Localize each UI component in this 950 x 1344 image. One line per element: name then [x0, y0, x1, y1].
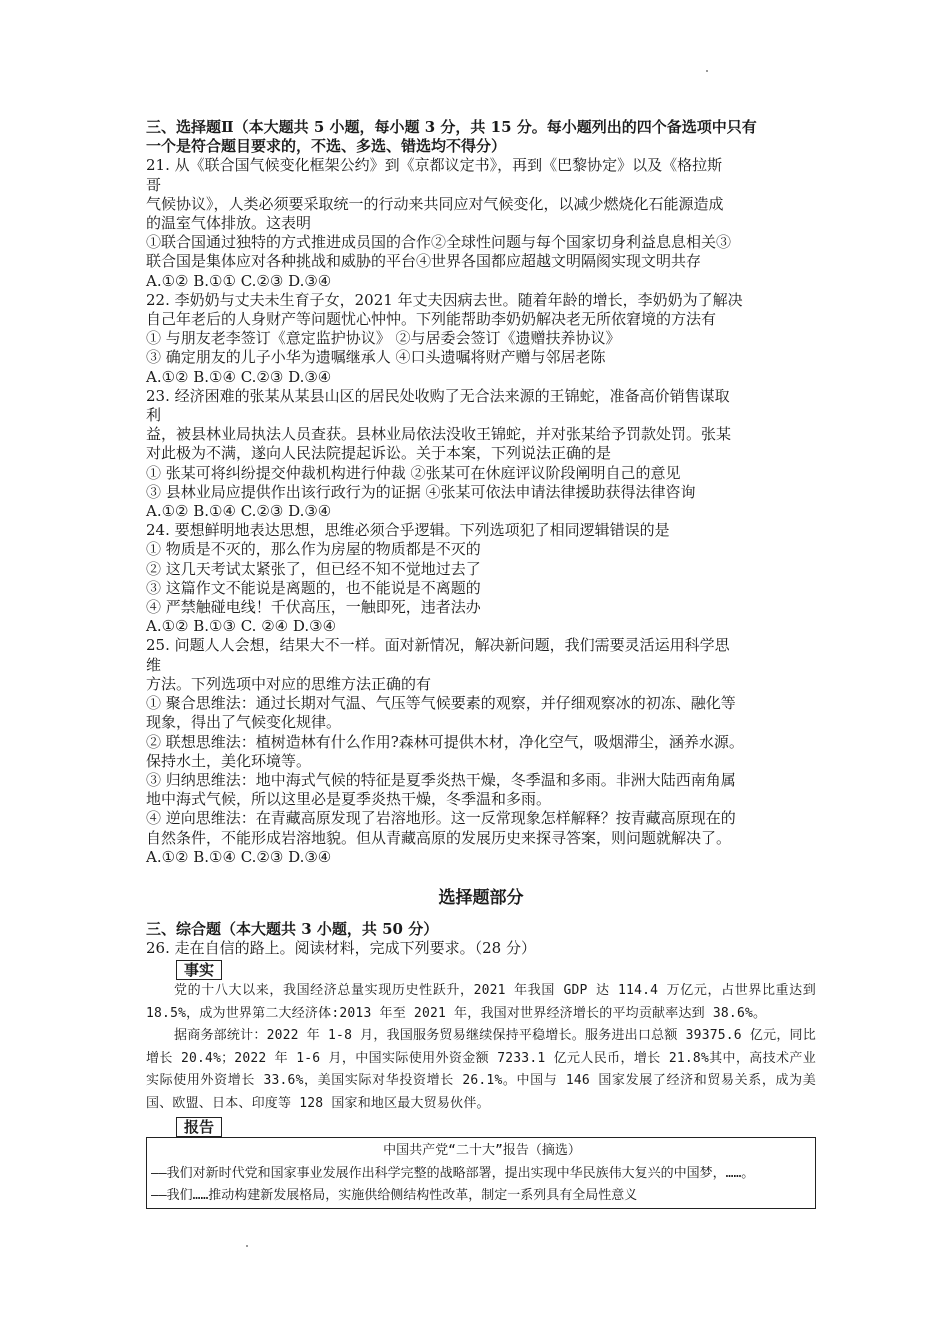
answer-choices: A.①② B.①④ C.②③ D.③④ [146, 502, 332, 521]
option-line: 保持水土，美化环境等。 [146, 751, 312, 770]
question-line: 气候协议》，人类必须要采取统一的行动来共同应对气候变化，以减少燃烧化石能源造成 [146, 194, 724, 213]
question-line: 自己年老后的人身财产等问题忧心忡忡。下列能帮助李奶奶解决老无所依窘境的方法有 [146, 310, 717, 329]
option-line: ③ 确定朋友的儿子小华为遗嘱继承人 ④口头遗嘱将财产赠与邻居老陈 [146, 348, 606, 367]
report-line: ——我们……推动构建新发展格局，实施供给侧结构性改革，制定一系列具有全局性意义 [151, 1188, 638, 1204]
report-title: 中国共产党“二十大”报告（摘选） [383, 1143, 581, 1159]
part-title: 选择题部分 [438, 887, 524, 908]
question-line: 对此极为不满，遂向人民法院提起诉讼。关于本案，下列说法正确的是 [146, 444, 612, 463]
option-line: ①联合国通过独特的方式推进成员国的合作②全球性问题与每个国家切身利益息息相关③ [146, 233, 732, 252]
section-header-line: 三、选择题Ⅱ（本大题共 5 小题，每小题 3 分，共 15 分。每小题列出的四个备选项中只有 [146, 118, 757, 136]
option-line: 现象，得出了气候变化规律。 [146, 713, 342, 732]
option-line: ③ 这篇作文不能说是离题的，也不能说是不离题的 [146, 578, 481, 597]
option-line: 联合国是集体应对各种挑战和威胁的平台④世界各国都应超越文明隔阂实现文明共存 [146, 252, 702, 271]
question-line: 方法。下列选项中对应的思维方法正确的有 [146, 674, 432, 693]
question-26-intro: 26. 走在自信的路上。阅读材料，完成下列要求。（28 分） [146, 939, 536, 958]
option-line: ① 张某可将纠纷提交仲裁机构进行仲裁 ②张某可在休庭评议阶段阐明自己的意见 [146, 463, 681, 482]
fact-paragraph: 据商务部统计：2022 年 1-8 月，我国服务贸易继续保持平稳增长。服务进出口总额 39375.6 亿元，同比增长 20.4%；2022 年 1-6 月，中国实际使用外资金额 7233.1 亿元人民币，增长 21.8%其中，高技术产业实际使用外资增长 33.6%，美国实际对华投资增长 26.1%。中国与 146 国家发展了经济和贸易关系，成为美国、欧盟、日本、印度等 128 国家和地区最大贸易伙伴。 [146, 1028, 816, 1111]
report-box [146, 1137, 816, 1209]
question-line: 23. 经济困难的张某从某县山区的居民处收购了无合法来源的王锦蛇，准备高价销售谋取 [146, 386, 730, 405]
question-21 [146, 156, 816, 290]
question-24 [146, 521, 816, 636]
answer-choices: A.①② B.①① C.②③ D.③④ [146, 271, 332, 290]
question-line: 利 [146, 406, 162, 425]
exam-page [146, 118, 816, 1209]
fact-paragraph: 党的十八大以来，我国经济总量实现历史性跃升，2021 年我国 GDP 达 114.4 万亿元，占世界比重达到 18.5%，成为世界第二大经济体:2013 年至 2021 年，我国对世界经济增长的平均贡献率达到 38.6%。 [146, 983, 816, 1021]
scan-speck [706, 70, 708, 72]
section3-header [146, 118, 816, 156]
report-tag: 报告 [176, 1117, 222, 1137]
section-header: 三、综合题（本大题共 3 小题，共 50 分） [146, 919, 439, 938]
option-line: ③ 归纳思维法：地中海式气候的特征是夏季炎热干燥，冬季温和多雨。非洲大陆西南角属 [146, 770, 736, 789]
answer-choices: A.①② B.①④ C.②③ D.③④ [146, 847, 332, 866]
question-line: 益，被县林业局执法人员查获。县林业局依法没收王锦蛇，并对张某给予罚款处罚。张某 [146, 425, 732, 444]
question-23 [146, 387, 816, 521]
option-line: ④ 严禁触碰电线！千伏高压，一触即死，违者法办 [146, 598, 481, 617]
question-line: 的温室气体排放。这表明 [146, 214, 312, 233]
option-line: 自然条件，不能形成岩溶地貌。但从青藏高原的发展历史来探寻答案，则问题就解决了。 [146, 828, 732, 847]
option-line: ③ 县林业局应提供作出该行政行为的证据 ④张某可依法申请法律援助获得法律咨询 [146, 482, 696, 501]
option-line: ① 物质是不灭的，那么作为房屋的物质都是不灭的 [146, 540, 481, 559]
option-line: ① 聚合思维法：通过长期对气温、气压等气候要素的观察，并仔细观察冰的初冻、融化等 [146, 694, 736, 713]
question-22 [146, 291, 816, 387]
question-line: 22. 李奶奶与丈夫未生育子女，2021 年丈夫因病去世。随着年龄的增长，李奶奶为了解决 [146, 290, 743, 309]
option-line: ② 这几天考试太紧张了，但已经不知不觉地过去了 [146, 559, 481, 578]
answer-choices: A.①② B.①④ C.②③ D.③④ [146, 367, 332, 386]
option-line: ② 联想思维法：植树造林有什么作用?森林可提供木材，净化空气，吸烟滞尘，涵养水源。 [146, 732, 744, 751]
question-line: 维 [146, 655, 162, 674]
question-25 [146, 636, 816, 866]
option-line: ④ 逆向思维法：在青藏高原发现了岩溶地形。这一反常现象怎样解释？按青藏高原现在的 [146, 809, 736, 828]
section-header-line: 一个是符合题目要求的，不选、多选、错选均不得分） [146, 137, 507, 156]
fact-tag: 事实 [176, 960, 222, 980]
option-line: 地中海式气候，所以这里必是夏季炎热干燥，冬季温和多雨。 [146, 790, 552, 809]
report-line: ——我们对新时代党和国家事业发展作出科学完整的战略部署，提出实现中华民族伟大复兴的中国梦，……。 [151, 1165, 755, 1181]
question-line: 哥 [146, 175, 162, 194]
question-line: 25. 问题人人会想，结果大不一样。面对新情况，解决新问题，我们需要灵活运用科学思 [146, 636, 730, 655]
answer-choices: A.①② B.①③ C. ②④ D.③④ [146, 617, 337, 636]
question-line: 24. 要想鲜明地表达思想，思维必须合乎逻辑。下列选项犯了相同逻辑错误的是 [146, 521, 670, 540]
option-line: ① 与朋友老李签订《意定监护协议》 ②与居委会签订《遗赠扶养协议》 [146, 329, 621, 348]
question-line: 21. 从《联合国气候变化框架公约》到《京都议定书》，再到《巴黎协定》以及《格拉斯 [146, 156, 723, 175]
scan-speck [246, 1245, 248, 1247]
